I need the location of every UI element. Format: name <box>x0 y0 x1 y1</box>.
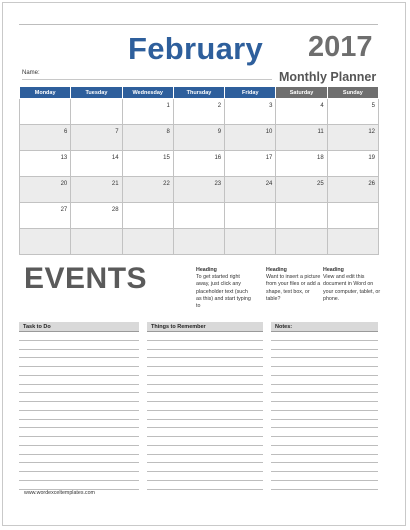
day-cell[interactable] <box>20 177 71 203</box>
day-number: 6 <box>63 129 68 135</box>
day-number: 17 <box>265 155 273 161</box>
ruled-line[interactable] <box>147 393 263 402</box>
day-cell[interactable] <box>20 151 71 177</box>
weekday-friday: Friday <box>225 87 276 99</box>
task-list <box>19 322 139 490</box>
ruled-line[interactable] <box>19 402 139 411</box>
day-cell[interactable] <box>173 151 224 177</box>
ruled-line[interactable] <box>147 481 263 490</box>
info-heading: Heading <box>323 267 344 273</box>
day-number: 11 <box>317 129 324 135</box>
ruled-line[interactable] <box>271 393 378 402</box>
day-number: 12 <box>368 129 375 135</box>
info-text: View and edit this document in Word on your computer, tablet, or phone. <box>323 274 381 302</box>
ruled-line[interactable] <box>19 341 139 350</box>
day-number: 2 <box>217 103 222 109</box>
ruled-line[interactable] <box>19 385 139 394</box>
day-cell[interactable] <box>122 203 173 229</box>
ruled-line[interactable] <box>147 455 263 464</box>
weekday-header-row <box>20 87 379 99</box>
day-cell[interactable] <box>173 125 224 151</box>
task-lines[interactable] <box>19 332 139 490</box>
ruled-line[interactable] <box>19 455 139 464</box>
day-cell[interactable] <box>276 125 327 151</box>
ruled-line[interactable] <box>19 446 139 455</box>
planner-subtitle: Monthly Planner <box>279 70 377 84</box>
day-cell[interactable] <box>225 99 276 125</box>
ruled-line[interactable] <box>147 472 263 481</box>
top-rule <box>19 24 378 25</box>
ruled-line[interactable] <box>19 437 139 446</box>
ruled-line[interactable] <box>19 411 139 420</box>
weekday-thursday: Thursday <box>173 87 224 99</box>
day-number: 27 <box>60 207 68 213</box>
events-title: EVENTS <box>24 262 148 295</box>
day-number: 14 <box>111 155 119 161</box>
ruled-line[interactable] <box>147 420 263 429</box>
notes-list-title: Notes: <box>271 322 378 332</box>
day-number <box>324 229 327 233</box>
week-row <box>20 99 379 125</box>
week-row <box>20 177 379 203</box>
ruled-line[interactable] <box>271 428 378 437</box>
info-text: Want to insert a picture from your files or add a shape, text box, or table? <box>266 274 321 302</box>
day-number: 18 <box>317 155 324 161</box>
day-number: 4 <box>320 103 324 109</box>
ruled-line[interactable] <box>19 420 139 429</box>
ruled-line[interactable] <box>271 481 378 490</box>
day-cell[interactable] <box>225 177 276 203</box>
day-number: 1 <box>166 103 170 109</box>
day-cell[interactable] <box>173 229 224 255</box>
remember-lines[interactable] <box>147 332 263 490</box>
day-number <box>375 229 378 233</box>
info-block[interactable] <box>323 267 381 303</box>
ruled-line[interactable] <box>147 358 263 367</box>
ruled-line[interactable] <box>147 428 263 437</box>
day-number <box>67 229 70 233</box>
day-number: 28 <box>111 207 119 213</box>
ruled-line[interactable] <box>147 332 263 341</box>
day-cell[interactable] <box>225 203 276 229</box>
notes-list <box>271 322 378 490</box>
info-block[interactable] <box>196 267 254 310</box>
ruled-line[interactable] <box>19 463 139 472</box>
day-cell[interactable] <box>20 203 71 229</box>
day-cell[interactable] <box>71 229 122 255</box>
weekday-monday: Monday <box>20 87 71 99</box>
ruled-line[interactable] <box>271 420 378 429</box>
day-number: 3 <box>269 103 273 109</box>
ruled-line[interactable] <box>271 358 378 367</box>
day-number: 25 <box>317 181 324 187</box>
day-number: 9 <box>217 129 222 135</box>
week-row <box>20 203 379 229</box>
day-number <box>170 203 173 207</box>
ruled-line[interactable] <box>271 437 378 446</box>
day-number: 23 <box>214 181 222 187</box>
ruled-line[interactable] <box>271 332 378 341</box>
day-number: 13 <box>60 155 68 161</box>
weekday-saturday: Saturday <box>276 87 327 99</box>
ruled-line[interactable] <box>147 463 263 472</box>
day-cell[interactable] <box>225 125 276 151</box>
ruled-line[interactable] <box>271 463 378 472</box>
day-number: 19 <box>368 155 375 161</box>
ruled-line[interactable] <box>147 341 263 350</box>
day-number: 24 <box>265 181 273 187</box>
day-cell[interactable] <box>71 203 122 229</box>
remember-list <box>147 322 263 490</box>
day-cell[interactable] <box>276 177 327 203</box>
ruled-line[interactable] <box>19 481 139 490</box>
ruled-line[interactable] <box>271 402 378 411</box>
ruled-line[interactable] <box>147 385 263 394</box>
ruled-line[interactable] <box>19 358 139 367</box>
ruled-line[interactable] <box>271 376 378 385</box>
notes-lines[interactable] <box>271 332 378 490</box>
day-number: 16 <box>214 155 222 161</box>
ruled-line[interactable] <box>19 393 139 402</box>
weekday-sunday: Sunday <box>327 87 378 99</box>
day-cell[interactable] <box>276 151 327 177</box>
day-number: 10 <box>265 129 273 135</box>
day-cell[interactable] <box>327 99 378 125</box>
day-number <box>119 229 122 233</box>
ruled-line[interactable] <box>19 332 139 341</box>
day-cell[interactable] <box>20 229 71 255</box>
task-list-title: Task to Do <box>19 322 139 332</box>
day-cell[interactable] <box>173 203 224 229</box>
day-number <box>272 229 275 233</box>
day-cell[interactable] <box>122 99 173 125</box>
ruled-line[interactable] <box>147 350 263 359</box>
ruled-line[interactable] <box>147 437 263 446</box>
day-cell[interactable] <box>122 177 173 203</box>
day-cell[interactable] <box>71 99 122 125</box>
day-number <box>324 203 327 207</box>
info-heading: Heading <box>196 267 217 273</box>
day-cell[interactable] <box>276 203 327 229</box>
week-row <box>20 151 379 177</box>
name-label: Name: <box>22 70 40 76</box>
ruled-line[interactable] <box>19 367 139 376</box>
day-number: 5 <box>371 103 375 109</box>
day-cell[interactable] <box>122 151 173 177</box>
day-number <box>170 229 173 233</box>
ruled-line[interactable] <box>147 376 263 385</box>
day-cell[interactable] <box>225 151 276 177</box>
day-cell[interactable] <box>122 229 173 255</box>
ruled-line[interactable] <box>19 472 139 481</box>
day-number <box>221 203 224 207</box>
day-number <box>119 99 122 103</box>
week-row <box>20 229 379 255</box>
day-number: 21 <box>111 181 119 187</box>
day-cell[interactable] <box>327 151 378 177</box>
ruled-line[interactable] <box>271 385 378 394</box>
day-cell[interactable] <box>327 203 378 229</box>
day-cell[interactable] <box>276 99 327 125</box>
ruled-line[interactable] <box>19 376 139 385</box>
day-cell[interactable] <box>173 177 224 203</box>
day-cell[interactable] <box>225 229 276 255</box>
day-number <box>221 229 224 233</box>
day-cell[interactable] <box>327 125 378 151</box>
ruled-line[interactable] <box>19 350 139 359</box>
day-cell[interactable] <box>276 229 327 255</box>
year-title: 2017 <box>308 31 373 63</box>
day-cell[interactable] <box>20 125 71 151</box>
day-cell[interactable] <box>71 125 122 151</box>
ruled-line[interactable] <box>271 446 378 455</box>
day-cell[interactable] <box>173 99 224 125</box>
ruled-line[interactable] <box>19 428 139 437</box>
info-heading: Heading <box>266 267 287 273</box>
day-cell[interactable] <box>20 99 71 125</box>
ruled-line[interactable] <box>271 455 378 464</box>
month-title: February <box>128 31 264 66</box>
ruled-line[interactable] <box>271 472 378 481</box>
day-number <box>67 99 70 103</box>
ruled-line[interactable] <box>147 411 263 420</box>
ruled-line[interactable] <box>147 446 263 455</box>
calendar-grid <box>19 86 379 255</box>
ruled-line[interactable] <box>271 411 378 420</box>
name-field[interactable] <box>22 79 272 80</box>
ruled-line[interactable] <box>271 341 378 350</box>
week-row <box>20 125 379 151</box>
day-number: 22 <box>163 181 170 187</box>
day-number: 15 <box>163 155 170 161</box>
info-block[interactable] <box>266 267 324 303</box>
weekday-wednesday: Wednesday <box>122 87 173 99</box>
day-cell[interactable] <box>71 151 122 177</box>
ruled-line[interactable] <box>147 402 263 411</box>
ruled-line[interactable] <box>271 367 378 376</box>
day-number: 7 <box>115 129 119 135</box>
day-number: 26 <box>368 181 375 187</box>
remember-list-title: Things to Remember <box>147 322 263 332</box>
day-number: 8 <box>166 129 170 135</box>
ruled-line[interactable] <box>147 367 263 376</box>
day-number <box>272 203 275 207</box>
day-cell[interactable] <box>71 177 122 203</box>
ruled-line[interactable] <box>271 350 378 359</box>
day-cell[interactable] <box>122 125 173 151</box>
day-cell[interactable] <box>327 177 378 203</box>
day-number: 20 <box>60 181 68 187</box>
weekday-tuesday: Tuesday <box>71 87 122 99</box>
footer-website: www.wordexceltemplates.com <box>24 490 95 496</box>
day-cell[interactable] <box>327 229 378 255</box>
day-number <box>375 203 378 207</box>
info-text: To get started right away, just click any placeholder text (such as this) and start typing to <box>196 274 251 310</box>
